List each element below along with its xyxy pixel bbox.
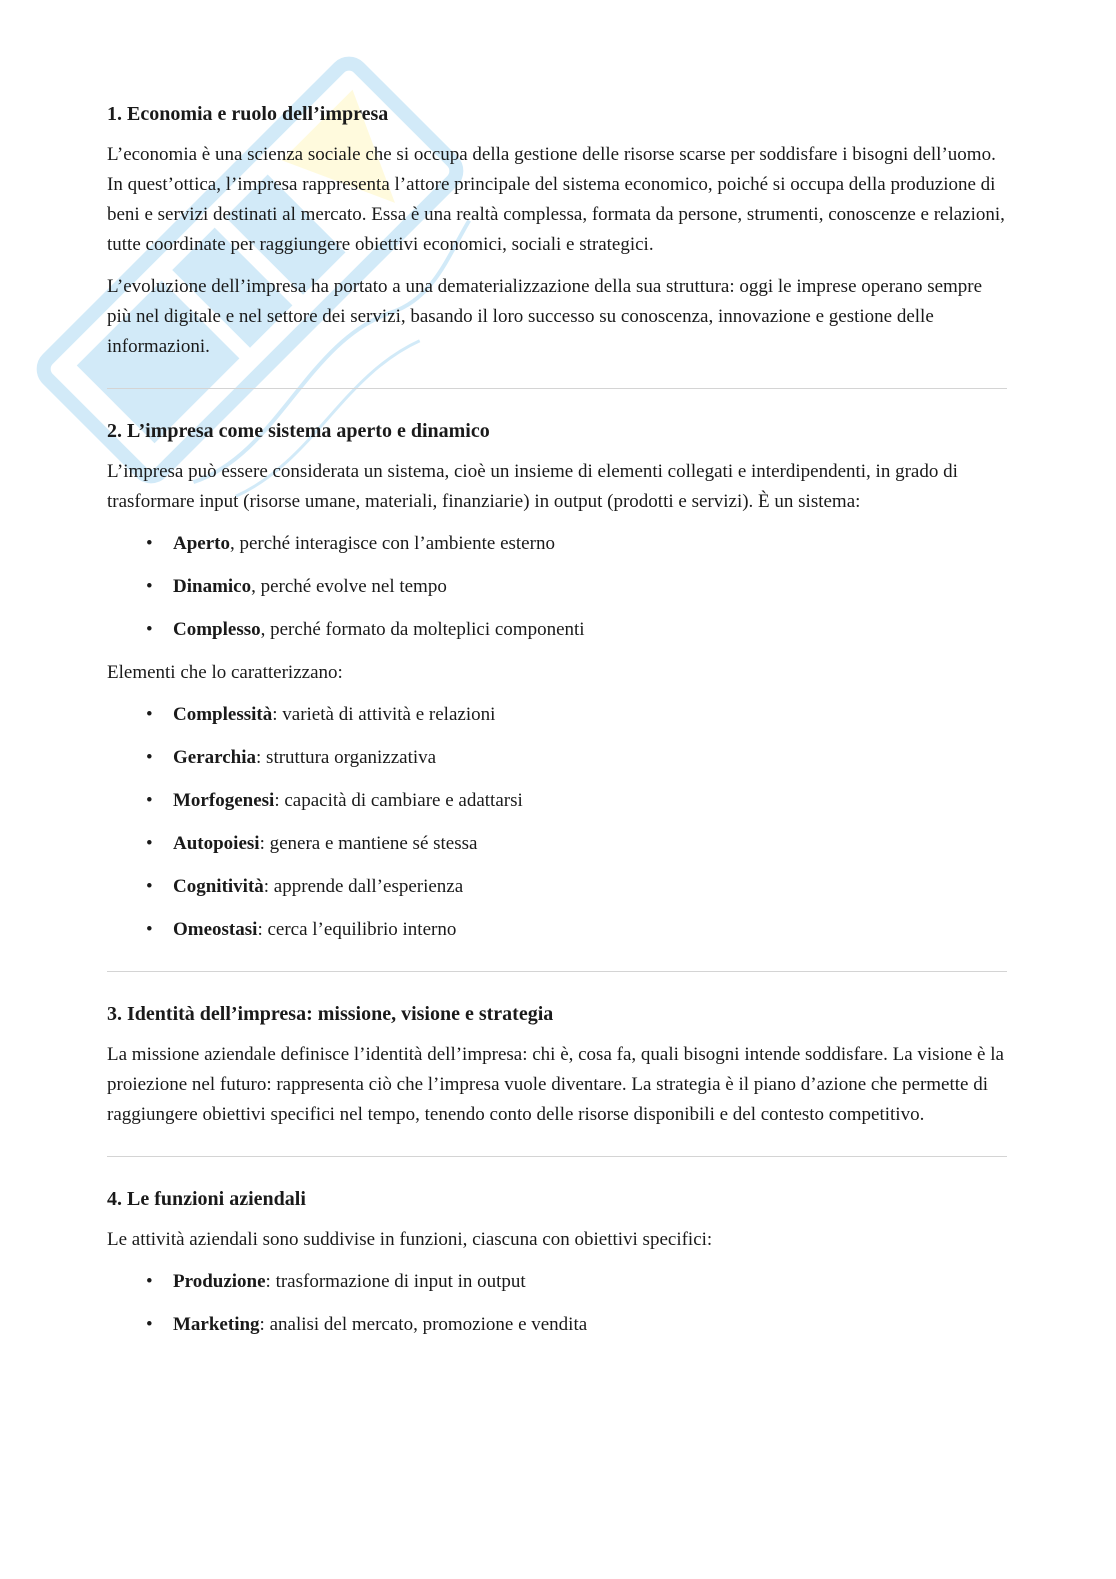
list-item [173,700,1007,730]
paragraph: L’evoluzione dell’impresa ha portato a una dematerializzazione della sua struttura: oggi le imprese operano sempre più nel digitale e nel settore dei servizi, basando il loro successo su conoscenza, innovazione e gestione delle informazioni. [107,276,983,357]
list-item-term: Complessità [173,704,273,725]
list-item [173,786,1007,816]
list-item-term: Autopoiesi [173,833,260,854]
section-heading: 2. L’impresa come sistema aperto e dinamico [107,420,490,442]
list-item-term: Dinamico [173,576,252,597]
list-item-desc: : genera e mantiene sé stessa [259,833,478,854]
paragraph: Le attività aziendali sono suddivise in funzioni, ciascuna con obiettivi specifici: [107,1229,713,1250]
list-item-term: Marketing [173,1314,260,1335]
section-heading: 3. Identità dell’impresa: missione, visione e strategia [107,1003,554,1025]
list-item [173,872,1007,902]
list-item-desc: , perché evolve nel tempo [251,576,447,597]
list-item [173,743,1007,773]
list-item-desc: : varietà di attività e relazioni [272,704,496,725]
list-item-term: Cognitività [173,876,264,897]
section-divider [107,1156,1007,1157]
list-item [173,1310,1007,1340]
bullet-list [107,529,1007,645]
list-item-term: Gerarchia [173,747,257,768]
list-item-term: Produzione [173,1271,266,1292]
list-item-desc: , perché formato da molteplici componenti [260,619,585,640]
section-heading: 4. Le funzioni aziendali [107,1188,306,1210]
list-item [173,572,1007,602]
list-item-desc: : trasformazione di input in output [265,1271,526,1292]
list-item [173,915,1007,945]
section-4 [107,1185,1007,1340]
paragraph: L’economia è una scienza sociale che si occupa della gestione delle risorse scarse per soddisfare i bisogni dell’uomo. In quest’ottica, l’impresa rappresenta l’attore principale del sistema economico, poiché si occupa della produzione di beni e servizi destinati al mercato. Essa è una realtà complessa, formata da persone, strumenti, conoscenze e relazioni, tutte coordinate per raggiungere obiettivi economici, sociali e strategici. [107,144,1005,255]
document-body [107,100,1007,1353]
list-item [173,829,1007,859]
bullet-list [107,1267,1007,1340]
list-item [173,1267,1007,1297]
list-item-desc: : analisi del mercato, promozione e vendita [259,1314,588,1335]
section-divider [107,388,1007,389]
list-item-desc: , perché interagisce con l’ambiente esterno [229,533,555,554]
section-heading: 1. Economia e ruolo dell’impresa [107,103,389,125]
list-item-term: Omeostasi [173,919,258,940]
list-item-desc: : apprende dall’esperienza [263,876,464,897]
section-1 [107,100,1007,362]
section-2 [107,417,1007,945]
list-item-term: Morfogenesi [173,790,275,811]
list-item [173,615,1007,645]
paragraph: La missione aziendale definisce l’identità dell’impresa: chi è, cosa fa, quali bisogni intende soddisfare. La visione è la proiezione nel futuro: rappresenta ciò che l’impresa vuole diventare. La strategia è il piano d’azione che permette di raggiungere obiettivi specifici nel tempo, tenendo conto delle risorse disponibili e del contesto competitivo. [107,1044,1004,1125]
list-item-term: Complesso [173,619,261,640]
paragraph: Elementi che lo caratterizzano: [107,662,343,683]
paragraph: L’impresa può essere considerata un sistema, cioè un insieme di elementi collegati e interdipendenti, in grado di trasformare input (risorse umane, materiali, finanziarie) in output (prodotti e servizi). È un sistema: [107,461,958,512]
list-item-desc: : cerca l’equilibrio interno [257,919,457,940]
list-item-desc: : struttura organizzativa [256,747,437,768]
list-item-desc: : capacità di cambiare e adattarsi [274,790,523,811]
bullet-list [107,700,1007,945]
section-divider [107,971,1007,972]
list-item [173,529,1007,559]
section-3 [107,1000,1007,1130]
list-item-term: Aperto [173,533,230,554]
